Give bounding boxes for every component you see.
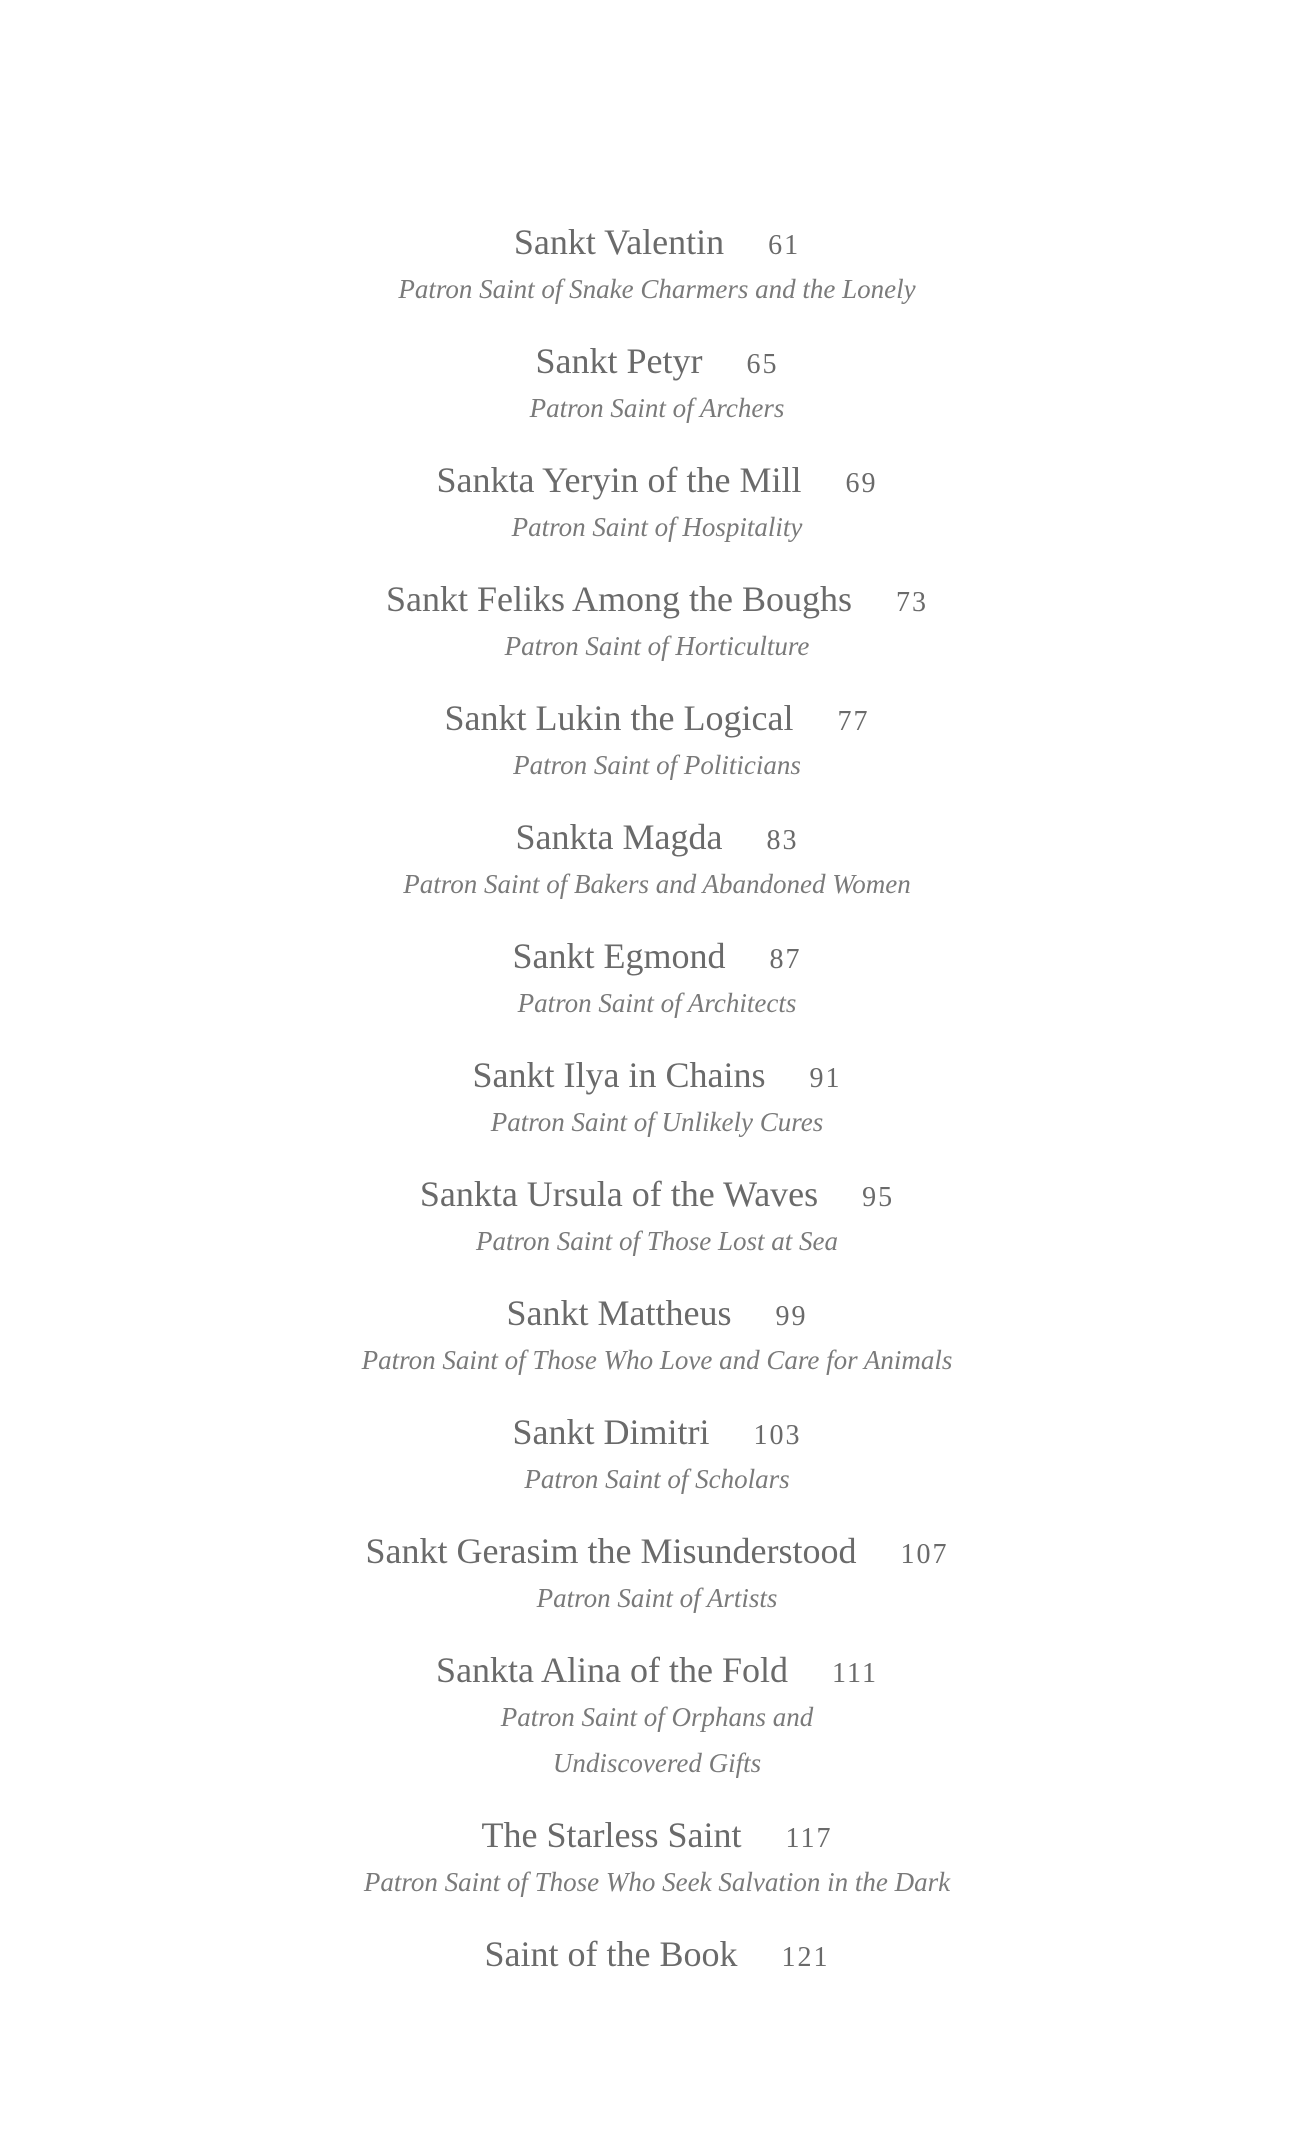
toc-entry[interactable] — [0, 1408, 1314, 1502]
entry-page-number: 73 — [896, 587, 929, 618]
entry-heading — [0, 694, 1314, 742]
entry-title: Sankt Ilya in Chains — [472, 1055, 766, 1095]
entry-heading — [0, 456, 1314, 504]
entry-page-number: 95 — [862, 1182, 895, 1213]
toc-entry[interactable] — [0, 1527, 1314, 1621]
entry-subtitle: Patron Saint of Politicians — [513, 750, 801, 780]
toc-entry[interactable] — [0, 694, 1314, 788]
entry-subtitle: Patron Saint of Those Who Love and Care for Animals — [361, 1345, 953, 1375]
entry-heading — [0, 1408, 1314, 1456]
entry-heading — [0, 1051, 1314, 1099]
entry-heading — [0, 1289, 1314, 1337]
entry-title: Sankt Petyr — [535, 341, 703, 381]
entry-page-number: 87 — [769, 944, 802, 975]
toc-entry[interactable] — [0, 456, 1314, 550]
toc-entry[interactable] — [0, 337, 1314, 431]
entry-page-number: 103 — [753, 1420, 802, 1451]
entry-heading — [0, 1527, 1314, 1575]
entry-page-number: 121 — [781, 1942, 830, 1973]
entry-subtitle: Patron Saint of Hospitality — [511, 512, 803, 542]
table-of-contents — [0, 218, 1314, 2003]
entry-title: Saint of the Book — [484, 1934, 738, 1974]
entry-page-number: 117 — [785, 1823, 833, 1854]
entry-subtitle: Patron Saint of Orphans and Undiscovered Gifts — [500, 1702, 814, 1778]
toc-entry[interactable] — [0, 813, 1314, 907]
entry-subtitle: Patron Saint of Archers — [529, 393, 785, 423]
entry-title: Sankt Egmond — [512, 936, 726, 976]
entry-subtitle: Patron Saint of Snake Charmers and the Lonely — [398, 274, 916, 304]
entry-subtitle: Patron Saint of Horticulture — [504, 631, 810, 661]
entry-heading — [0, 337, 1314, 385]
entry-page-number: 111 — [832, 1658, 878, 1689]
entry-heading — [0, 1811, 1314, 1859]
entry-title: Sankt Gerasim the Misunderstood — [365, 1531, 857, 1571]
entry-heading — [0, 1646, 1314, 1694]
entry-heading — [0, 575, 1314, 623]
entry-page-number: 83 — [766, 825, 799, 856]
toc-entry[interactable] — [0, 1289, 1314, 1383]
entry-title: Sankta Yeryin of the Mill — [436, 460, 802, 500]
entry-heading — [0, 1170, 1314, 1218]
toc-entry[interactable] — [0, 1811, 1314, 1905]
toc-entry[interactable] — [0, 1930, 1314, 1978]
entry-title: Sankta Alina of the Fold — [436, 1650, 789, 1690]
entry-page-number: 77 — [837, 706, 870, 737]
entry-title: Sankt Valentin — [513, 222, 725, 262]
entry-subtitle: Patron Saint of Those Who Seek Salvation in the Dark — [363, 1867, 951, 1897]
entry-heading — [0, 813, 1314, 861]
entry-subtitle: Patron Saint of Scholars — [524, 1464, 790, 1494]
entry-page-number: 107 — [900, 1539, 949, 1570]
toc-entry[interactable] — [0, 218, 1314, 312]
toc-entry[interactable] — [0, 1646, 1314, 1786]
entry-heading — [0, 1930, 1314, 1978]
entry-title: Sankta Magda — [515, 817, 723, 857]
toc-entry[interactable] — [0, 575, 1314, 669]
entry-title: Sankta Ursula of the Waves — [419, 1174, 819, 1214]
entry-page-number: 65 — [746, 349, 779, 380]
entry-heading — [0, 218, 1314, 266]
entry-subtitle: Patron Saint of Architects — [517, 988, 797, 1018]
entry-page-number: 99 — [775, 1301, 808, 1332]
entry-subtitle: Patron Saint of Bakers and Abandoned Women — [403, 869, 911, 899]
entry-title: Sankt Dimitri — [512, 1412, 710, 1452]
entry-title: The Starless Saint — [481, 1815, 742, 1855]
entry-page-number: 69 — [845, 468, 878, 499]
entry-title: Sankt Feliks Among the Boughs — [385, 579, 853, 619]
entry-subtitle: Patron Saint of Unlikely Cures — [490, 1107, 824, 1137]
entry-subtitle: Patron Saint of Artists — [536, 1583, 778, 1613]
entry-heading — [0, 932, 1314, 980]
entry-page-number: 91 — [809, 1063, 842, 1094]
entry-title: Sankt Lukin the Logical — [444, 698, 794, 738]
toc-entry[interactable] — [0, 932, 1314, 1026]
entry-subtitle: Patron Saint of Those Lost at Sea — [475, 1226, 839, 1256]
entry-title: Sankt Mattheus — [506, 1293, 732, 1333]
toc-entry[interactable] — [0, 1170, 1314, 1264]
entry-page-number: 61 — [768, 230, 801, 261]
toc-entry[interactable] — [0, 1051, 1314, 1145]
